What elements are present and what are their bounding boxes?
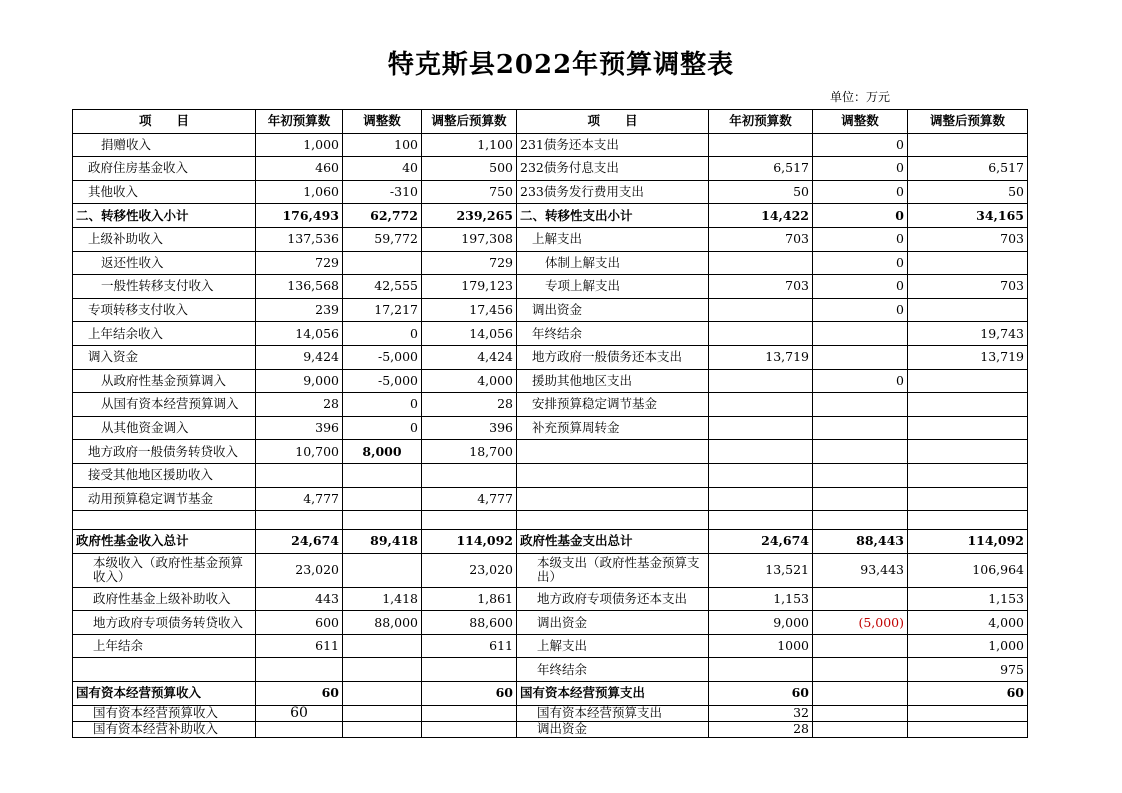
income-value-cell: 750 bbox=[422, 180, 517, 204]
table-row bbox=[73, 227, 1028, 251]
expense-value-cell: 13,719 bbox=[908, 345, 1028, 369]
header-initial-left: 年初预算数 bbox=[256, 110, 343, 134]
table-row bbox=[73, 393, 1028, 417]
expense-value-cell: 28 bbox=[709, 721, 813, 737]
expense-value-cell bbox=[908, 251, 1028, 275]
income-value-cell: 40 bbox=[343, 157, 422, 181]
income-value-cell bbox=[343, 658, 422, 682]
expense-value-cell bbox=[813, 487, 908, 511]
table-row bbox=[73, 634, 1028, 658]
income-value-cell: 18,700 bbox=[422, 440, 517, 464]
expense-value-cell: 34,165 bbox=[908, 204, 1028, 228]
expense-value-cell bbox=[908, 511, 1028, 530]
expense-value-cell bbox=[813, 658, 908, 682]
expense-item-cell bbox=[517, 511, 709, 530]
income-value-cell bbox=[422, 705, 517, 721]
income-item-cell: 从其他资金调入 bbox=[73, 416, 256, 440]
table-row bbox=[73, 463, 1028, 487]
income-value-cell bbox=[343, 487, 422, 511]
expense-value-cell bbox=[709, 463, 813, 487]
income-value-cell bbox=[343, 553, 422, 587]
expense-value-cell: 703 bbox=[709, 275, 813, 299]
expense-value-cell bbox=[813, 416, 908, 440]
expense-value-cell bbox=[813, 440, 908, 464]
income-value-cell bbox=[343, 721, 422, 737]
income-value-cell: 1,861 bbox=[422, 587, 517, 611]
income-value-cell: 60 bbox=[256, 705, 343, 721]
income-item-cell: 国有资本经营补助收入 bbox=[73, 721, 256, 737]
expense-value-cell: 1000 bbox=[709, 634, 813, 658]
expense-value-cell: 32 bbox=[709, 705, 813, 721]
expense-item-cell: 上解支出 bbox=[517, 227, 709, 251]
expense-value-cell bbox=[709, 440, 813, 464]
table-row bbox=[73, 345, 1028, 369]
income-value-cell: 729 bbox=[422, 251, 517, 275]
expense-value-cell: 0 bbox=[813, 180, 908, 204]
expense-item-cell: 232债务付息支出 bbox=[517, 157, 709, 181]
income-value-cell: 8,000 bbox=[343, 440, 422, 464]
income-value-cell: 239 bbox=[256, 298, 343, 322]
table-row bbox=[73, 322, 1028, 346]
expense-item-cell: 补充预算周转金 bbox=[517, 416, 709, 440]
income-value-cell: 4,424 bbox=[422, 345, 517, 369]
expense-value-cell: 50 bbox=[709, 180, 813, 204]
expense-value-cell bbox=[908, 487, 1028, 511]
header-item-left: 项 目 bbox=[73, 110, 256, 134]
expense-value-cell bbox=[813, 634, 908, 658]
table-row bbox=[73, 553, 1028, 587]
income-item-cell: 其他收入 bbox=[73, 180, 256, 204]
expense-value-cell bbox=[709, 487, 813, 511]
table-row bbox=[73, 157, 1028, 181]
header-after-right: 调整后预算数 bbox=[908, 110, 1028, 134]
expense-value-cell bbox=[908, 298, 1028, 322]
table-row bbox=[73, 204, 1028, 228]
income-value-cell bbox=[343, 682, 422, 706]
income-value-cell: 611 bbox=[256, 634, 343, 658]
expense-item-cell: 地方政府一般债务还本支出 bbox=[517, 345, 709, 369]
expense-value-cell bbox=[908, 393, 1028, 417]
expense-value-cell: 1,153 bbox=[709, 587, 813, 611]
expense-value-cell: 0 bbox=[813, 204, 908, 228]
income-item-cell bbox=[73, 511, 256, 530]
header-initial-right: 年初预算数 bbox=[709, 110, 813, 134]
income-item-cell: 调入资金 bbox=[73, 345, 256, 369]
table-row bbox=[73, 440, 1028, 464]
income-value-cell: 59,772 bbox=[343, 227, 422, 251]
expense-value-cell bbox=[908, 705, 1028, 721]
expense-item-cell bbox=[517, 463, 709, 487]
table-row bbox=[73, 611, 1028, 635]
expense-value-cell bbox=[813, 345, 908, 369]
expense-item-cell: 233债务发行费用支出 bbox=[517, 180, 709, 204]
income-item-cell: 二、转移性收入小计 bbox=[73, 204, 256, 228]
expense-item-cell: 国有资本经营预算支出 bbox=[517, 705, 709, 721]
expense-value-cell bbox=[813, 682, 908, 706]
income-item-cell: 从政府性基金预算调入 bbox=[73, 369, 256, 393]
expense-value-cell: 975 bbox=[908, 658, 1028, 682]
income-value-cell bbox=[343, 705, 422, 721]
expense-value-cell: 1,153 bbox=[908, 587, 1028, 611]
expense-item-cell bbox=[517, 440, 709, 464]
expense-value-cell bbox=[709, 393, 813, 417]
income-value-cell: -310 bbox=[343, 180, 422, 204]
income-value-cell: 17,456 bbox=[422, 298, 517, 322]
expense-value-cell: 4,000 bbox=[908, 611, 1028, 635]
income-value-cell: 4,777 bbox=[422, 487, 517, 511]
income-value-cell: 239,265 bbox=[422, 204, 517, 228]
expense-value-cell bbox=[908, 463, 1028, 487]
income-value-cell: -5,000 bbox=[343, 369, 422, 393]
income-value-cell bbox=[422, 658, 517, 682]
income-value-cell: 0 bbox=[343, 322, 422, 346]
expense-item-cell: 年终结余 bbox=[517, 658, 709, 682]
income-value-cell bbox=[256, 463, 343, 487]
income-value-cell: 60 bbox=[256, 682, 343, 706]
income-item-cell: 国有资本经营预算收入 bbox=[73, 682, 256, 706]
expense-value-cell: 24,674 bbox=[709, 530, 813, 554]
expense-item-cell: 调出资金 bbox=[517, 611, 709, 635]
expense-value-cell bbox=[908, 133, 1028, 157]
expense-value-cell bbox=[908, 416, 1028, 440]
expense-value-cell bbox=[813, 587, 908, 611]
income-value-cell bbox=[343, 511, 422, 530]
expense-item-cell: 政府性基金支出总计 bbox=[517, 530, 709, 554]
expense-value-cell: 703 bbox=[908, 275, 1028, 299]
income-item-cell: 从国有资本经营预算调入 bbox=[73, 393, 256, 417]
income-item-cell: 政府性基金上级补助收入 bbox=[73, 587, 256, 611]
income-value-cell: 500 bbox=[422, 157, 517, 181]
income-value-cell: 88,600 bbox=[422, 611, 517, 635]
income-value-cell: 28 bbox=[256, 393, 343, 417]
income-value-cell: 14,056 bbox=[256, 322, 343, 346]
income-value-cell: 396 bbox=[422, 416, 517, 440]
income-value-cell bbox=[256, 658, 343, 682]
table-row bbox=[73, 180, 1028, 204]
table-row bbox=[73, 530, 1028, 554]
expense-value-cell bbox=[813, 721, 908, 737]
expense-value-cell: 6,517 bbox=[709, 157, 813, 181]
table-row bbox=[73, 721, 1028, 737]
income-value-cell: 1,100 bbox=[422, 133, 517, 157]
expense-value-cell bbox=[709, 658, 813, 682]
expense-value-cell: 0 bbox=[813, 157, 908, 181]
income-value-cell: 114,092 bbox=[422, 530, 517, 554]
income-value-cell: 88,000 bbox=[343, 611, 422, 635]
expense-value-cell: 1,000 bbox=[908, 634, 1028, 658]
expense-item-cell: 本级支出（政府性基金预算支出） bbox=[517, 553, 709, 587]
expense-value-cell: 60 bbox=[908, 682, 1028, 706]
budget-adjustment-table bbox=[72, 109, 1028, 738]
table-row bbox=[73, 251, 1028, 275]
income-value-cell: 100 bbox=[343, 133, 422, 157]
expense-value-cell: (5,000) bbox=[813, 611, 908, 635]
unit-label: 单位：万元 bbox=[830, 90, 891, 104]
income-value-cell: 9,424 bbox=[256, 345, 343, 369]
income-value-cell: 396 bbox=[256, 416, 343, 440]
income-value-cell: 1,418 bbox=[343, 587, 422, 611]
expense-value-cell bbox=[813, 705, 908, 721]
income-value-cell bbox=[343, 634, 422, 658]
expense-value-cell: 703 bbox=[908, 227, 1028, 251]
expense-value-cell bbox=[813, 511, 908, 530]
income-item-cell bbox=[73, 658, 256, 682]
income-item-cell: 本级收入（政府性基金预算收入） bbox=[73, 553, 256, 587]
expense-value-cell bbox=[813, 463, 908, 487]
income-value-cell: 14,056 bbox=[422, 322, 517, 346]
income-value-cell: 24,674 bbox=[256, 530, 343, 554]
expense-item-cell: 年终结余 bbox=[517, 322, 709, 346]
expense-value-cell bbox=[709, 251, 813, 275]
income-value-cell: 729 bbox=[256, 251, 343, 275]
expense-item-cell: 援助其他地区支出 bbox=[517, 369, 709, 393]
header-after-left: 调整后预算数 bbox=[422, 110, 517, 134]
income-item-cell: 政府住房基金收入 bbox=[73, 157, 256, 181]
income-item-cell: 捐赠收入 bbox=[73, 133, 256, 157]
income-value-cell bbox=[422, 511, 517, 530]
income-value-cell: 1,000 bbox=[256, 133, 343, 157]
income-value-cell: 136,568 bbox=[256, 275, 343, 299]
income-value-cell bbox=[422, 721, 517, 737]
expense-value-cell: 9,000 bbox=[709, 611, 813, 635]
expense-value-cell bbox=[709, 416, 813, 440]
income-value-cell: 0 bbox=[343, 416, 422, 440]
expense-value-cell: 114,092 bbox=[908, 530, 1028, 554]
income-value-cell: 460 bbox=[256, 157, 343, 181]
income-value-cell bbox=[256, 511, 343, 530]
income-item-cell: 政府性基金收入总计 bbox=[73, 530, 256, 554]
income-value-cell: 179,123 bbox=[422, 275, 517, 299]
expense-value-cell bbox=[908, 440, 1028, 464]
income-value-cell: 611 bbox=[422, 634, 517, 658]
income-item-cell: 上年结余收入 bbox=[73, 322, 256, 346]
expense-item-cell: 安排预算稳定调节基金 bbox=[517, 393, 709, 417]
expense-item-cell: 国有资本经营预算支出 bbox=[517, 682, 709, 706]
income-value-cell: 23,020 bbox=[422, 553, 517, 587]
expense-value-cell: 19,743 bbox=[908, 322, 1028, 346]
header-adjust-left: 调整数 bbox=[343, 110, 422, 134]
income-value-cell: 4,777 bbox=[256, 487, 343, 511]
income-item-cell: 上级补助收入 bbox=[73, 227, 256, 251]
expense-item-cell: 231债务还本支出 bbox=[517, 133, 709, 157]
table-row bbox=[73, 416, 1028, 440]
income-value-cell bbox=[256, 721, 343, 737]
expense-item-cell: 二、转移性支出小计 bbox=[517, 204, 709, 228]
expense-value-cell bbox=[709, 298, 813, 322]
income-item-cell: 返还性收入 bbox=[73, 251, 256, 275]
income-value-cell: -5,000 bbox=[343, 345, 422, 369]
income-value-cell: 137,536 bbox=[256, 227, 343, 251]
income-value-cell: 443 bbox=[256, 587, 343, 611]
income-item-cell: 一般性转移支付收入 bbox=[73, 275, 256, 299]
expense-item-cell: 地方政府专项债务还本支出 bbox=[517, 587, 709, 611]
expense-value-cell: 0 bbox=[813, 298, 908, 322]
header-item-right: 项 目 bbox=[517, 110, 709, 134]
table-row bbox=[73, 369, 1028, 393]
expense-value-cell: 88,443 bbox=[813, 530, 908, 554]
income-item-cell: 专项转移支付收入 bbox=[73, 298, 256, 322]
expense-value-cell: 0 bbox=[813, 227, 908, 251]
table-row bbox=[73, 682, 1028, 706]
income-value-cell: 42,555 bbox=[343, 275, 422, 299]
income-value-cell: 197,308 bbox=[422, 227, 517, 251]
income-value-cell: 9,000 bbox=[256, 369, 343, 393]
income-value-cell: 60 bbox=[422, 682, 517, 706]
income-item-cell: 地方政府一般债务转贷收入 bbox=[73, 440, 256, 464]
income-value-cell bbox=[343, 251, 422, 275]
income-value-cell: 0 bbox=[343, 393, 422, 417]
income-value-cell bbox=[343, 463, 422, 487]
table-row bbox=[73, 298, 1028, 322]
expense-value-cell: 14,422 bbox=[709, 204, 813, 228]
expense-item-cell: 调出资金 bbox=[517, 298, 709, 322]
income-value-cell: 89,418 bbox=[343, 530, 422, 554]
income-item-cell: 上年结余 bbox=[73, 634, 256, 658]
expense-value-cell bbox=[908, 369, 1028, 393]
income-value-cell: 4,000 bbox=[422, 369, 517, 393]
expense-value-cell bbox=[908, 721, 1028, 737]
expense-value-cell bbox=[709, 511, 813, 530]
expense-value-cell: 0 bbox=[813, 251, 908, 275]
expense-value-cell bbox=[813, 393, 908, 417]
income-value-cell: 176,493 bbox=[256, 204, 343, 228]
page-title: 特克斯县2022年预算调整表 bbox=[387, 50, 735, 80]
income-value-cell: 62,772 bbox=[343, 204, 422, 228]
table-row bbox=[73, 487, 1028, 511]
expense-item-cell: 专项上解支出 bbox=[517, 275, 709, 299]
table-row bbox=[73, 587, 1028, 611]
expense-value-cell: 93,443 bbox=[813, 553, 908, 587]
table-row bbox=[73, 705, 1028, 721]
income-item-cell: 接受其他地区援助收入 bbox=[73, 463, 256, 487]
table-row bbox=[73, 658, 1028, 682]
income-value-cell: 23,020 bbox=[256, 553, 343, 587]
expense-value-cell: 106,964 bbox=[908, 553, 1028, 587]
income-item-cell: 动用预算稳定调节基金 bbox=[73, 487, 256, 511]
expense-value-cell bbox=[709, 369, 813, 393]
expense-value-cell: 0 bbox=[813, 369, 908, 393]
table-body bbox=[73, 110, 1028, 738]
expense-value-cell: 0 bbox=[813, 133, 908, 157]
expense-item-cell bbox=[517, 487, 709, 511]
expense-item-cell: 上解支出 bbox=[517, 634, 709, 658]
expense-value-cell: 0 bbox=[813, 275, 908, 299]
income-value-cell: 600 bbox=[256, 611, 343, 635]
header-adjust-right: 调整数 bbox=[813, 110, 908, 134]
income-item-cell: 国有资本经营预算收入 bbox=[73, 705, 256, 721]
expense-value-cell: 13,521 bbox=[709, 553, 813, 587]
expense-value-cell: 6,517 bbox=[908, 157, 1028, 181]
header-row bbox=[73, 110, 1028, 134]
expense-item-cell: 调出资金 bbox=[517, 721, 709, 737]
expense-value-cell: 703 bbox=[709, 227, 813, 251]
table-row bbox=[73, 275, 1028, 299]
expense-value-cell bbox=[813, 322, 908, 346]
expense-value-cell bbox=[709, 133, 813, 157]
income-item-cell: 地方政府专项债务转贷收入 bbox=[73, 611, 256, 635]
income-value-cell bbox=[422, 463, 517, 487]
expense-item-cell: 体制上解支出 bbox=[517, 251, 709, 275]
income-value-cell: 1,060 bbox=[256, 180, 343, 204]
expense-value-cell: 50 bbox=[908, 180, 1028, 204]
table-row bbox=[73, 511, 1028, 530]
expense-value-cell: 13,719 bbox=[709, 345, 813, 369]
income-value-cell: 17,217 bbox=[343, 298, 422, 322]
expense-value-cell: 60 bbox=[709, 682, 813, 706]
income-value-cell: 28 bbox=[422, 393, 517, 417]
expense-value-cell bbox=[709, 322, 813, 346]
table-row bbox=[73, 133, 1028, 157]
income-value-cell: 10,700 bbox=[256, 440, 343, 464]
